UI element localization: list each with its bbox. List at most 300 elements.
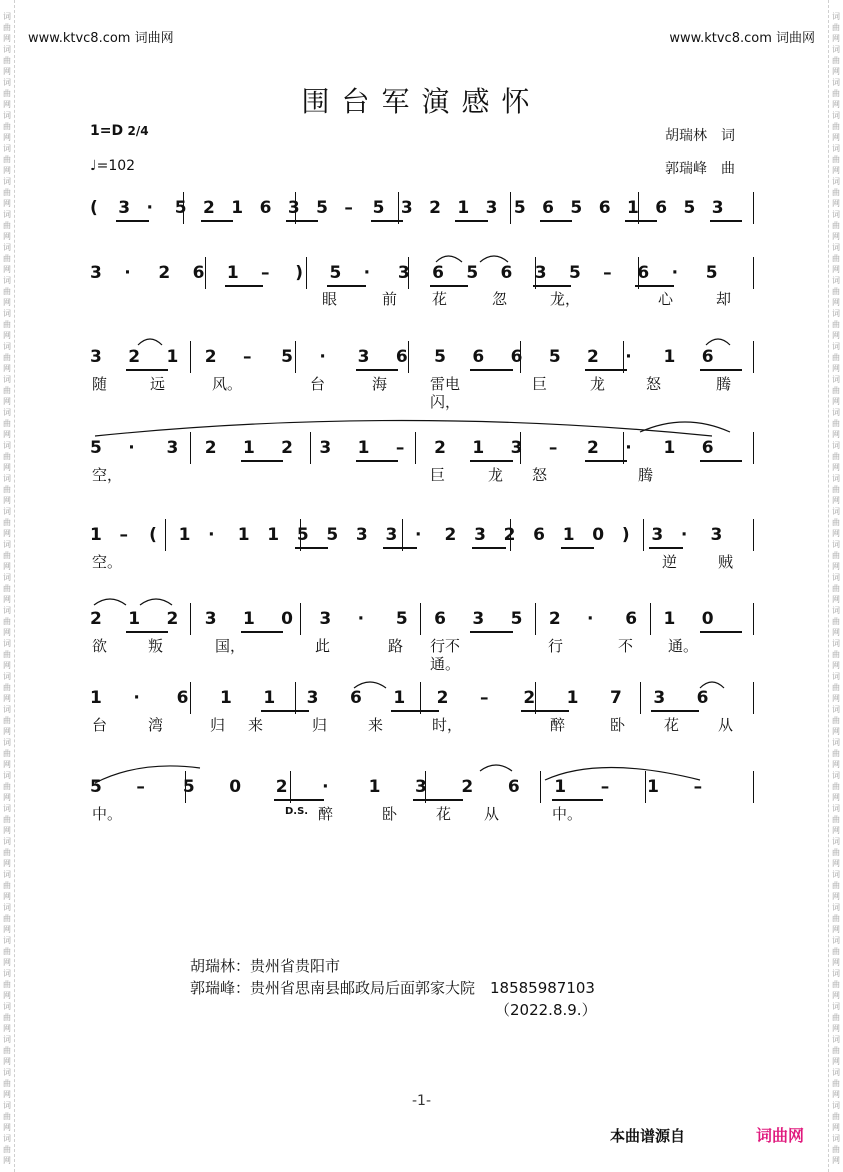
side-watermark-char: 词 xyxy=(832,309,840,318)
score-note: 1 xyxy=(663,347,676,367)
score-note: · xyxy=(322,777,329,797)
lyric-syllable: 欲 xyxy=(92,637,108,655)
lyric-syllable: 空， xyxy=(92,466,123,484)
score-note: 5 xyxy=(296,525,309,545)
score-note: 6 xyxy=(176,688,189,708)
key-signature: 1=D 2/4 xyxy=(90,123,149,139)
score-note: 2 xyxy=(158,263,171,283)
score-note: 5 xyxy=(90,777,102,797)
side-watermark-char: 网 xyxy=(832,694,840,703)
side-watermark-char: 曲 xyxy=(3,518,11,527)
source-label: 本曲谱源自 xyxy=(610,1127,686,1145)
side-watermark-char: 曲 xyxy=(3,320,11,329)
side-watermark-char: 词 xyxy=(3,276,11,285)
score-note: 0 xyxy=(281,609,294,629)
score-note: 6 xyxy=(472,347,485,367)
side-watermark-char: 词 xyxy=(3,573,11,582)
side-watermark-char: 网 xyxy=(3,463,11,472)
side-watermark-char: 网 xyxy=(3,1057,11,1066)
side-watermark-char: 曲 xyxy=(832,1013,840,1022)
score-note: 3 xyxy=(534,263,547,283)
side-watermark-char: 词 xyxy=(832,144,840,153)
score-note: 6 xyxy=(696,688,709,708)
side-watermark-char: 曲 xyxy=(832,815,840,824)
score-note: ( xyxy=(90,198,98,218)
score-note: 5 xyxy=(705,263,718,283)
tempo-mark: ♩=102 xyxy=(90,158,136,174)
side-watermark-char: 词 xyxy=(3,342,11,351)
time-signature: 2/4 xyxy=(127,124,149,138)
side-watermark-char: 曲 xyxy=(832,683,840,692)
score-note: 6 xyxy=(701,438,714,458)
site-watermark-right[interactable]: www.ktvc8.com 词曲网 xyxy=(669,31,815,46)
score-note: 5 xyxy=(90,438,102,458)
side-watermark-char: 词 xyxy=(832,903,840,912)
score-note: 1 xyxy=(647,777,659,797)
side-watermark-char: 曲 xyxy=(3,89,11,98)
side-watermark-char: 词 xyxy=(832,111,840,120)
side-watermark-char: 词 xyxy=(3,441,11,450)
score-note: 5 xyxy=(568,263,581,283)
side-watermark-char: 词 xyxy=(3,771,11,780)
side-watermark-char: 网 xyxy=(3,265,11,274)
lyric-syllable: 国， xyxy=(215,637,246,655)
score-note: · xyxy=(363,263,371,283)
score-note: 2 xyxy=(436,688,449,708)
side-watermark-char: 词 xyxy=(3,45,11,54)
side-watermark-char: 曲 xyxy=(832,1079,840,1088)
side-watermark-char: 词 xyxy=(832,1134,840,1143)
side-watermark-char: 曲 xyxy=(832,23,840,32)
side-watermark-char: 网 xyxy=(832,1057,840,1066)
lyric-syllable: 怒 xyxy=(646,375,662,393)
score-note: 6 xyxy=(533,525,546,545)
score-note: 2 xyxy=(128,347,141,367)
score-note: 2 xyxy=(204,438,217,458)
score-note: ) xyxy=(295,263,304,283)
lyric-syllable: 醉 xyxy=(318,805,334,823)
side-watermark-char: 词 xyxy=(3,672,11,681)
side-watermark-char: 曲 xyxy=(832,584,840,593)
side-watermark-char: 网 xyxy=(3,1090,11,1099)
side-watermark-char: 词 xyxy=(3,1101,11,1110)
side-watermark-char: 网 xyxy=(3,991,11,1000)
score-note: 1 xyxy=(357,438,370,458)
side-watermark-char: 网 xyxy=(832,34,840,43)
side-watermark-char: 曲 xyxy=(3,782,11,791)
lyric-syllable: 台 xyxy=(92,716,108,734)
side-watermark-char: 词 xyxy=(3,1134,11,1143)
side-watermark-char: 曲 xyxy=(3,188,11,197)
side-watermark-char: 网 xyxy=(3,727,11,736)
side-watermark-char: 曲 xyxy=(3,584,11,593)
score-note: 3 xyxy=(651,525,664,545)
side-watermark-char: 网 xyxy=(3,397,11,406)
side-watermark-char: 词 xyxy=(832,738,840,747)
composer-credit: 郭瑞峰 曲 xyxy=(665,161,735,177)
score-note: 3 xyxy=(319,609,332,629)
side-watermark-char: 网 xyxy=(832,496,840,505)
side-watermark-char: 词 xyxy=(832,1002,840,1011)
side-watermark-char: 曲 xyxy=(832,749,840,758)
lyric-syllable: 中。 xyxy=(92,805,123,823)
lyric-syllable: 中。 xyxy=(552,805,583,823)
lyric-syllable: 时， xyxy=(432,716,463,734)
score-note: 1 xyxy=(562,525,575,545)
score-note: 1 xyxy=(242,609,255,629)
score-note: 1 xyxy=(90,688,102,708)
score-note: 5 xyxy=(513,198,526,218)
lyricist-credit: 胡瑞林 词 xyxy=(665,128,735,144)
side-watermark-char: 词 xyxy=(3,144,11,153)
lyric-syllable: 行不通。 xyxy=(430,637,461,673)
score-note: 6 xyxy=(625,609,638,629)
page-number: -1- xyxy=(411,1093,431,1109)
score-note: 0 xyxy=(229,777,242,797)
lyric-syllable: 龙， xyxy=(550,290,581,308)
lyric-syllable: 来 xyxy=(248,716,264,734)
score-note: – xyxy=(693,777,703,797)
side-watermark-char: 词 xyxy=(3,705,11,714)
side-watermark-char: 曲 xyxy=(832,287,840,296)
score-note: 6 xyxy=(259,198,272,218)
lyric-syllable: 心 xyxy=(658,290,674,308)
lyric-syllable: 路 xyxy=(388,637,404,655)
side-watermark-char: 曲 xyxy=(3,749,11,758)
side-watermark-char: 曲 xyxy=(832,518,840,527)
side-watermark-char: 网 xyxy=(3,892,11,901)
score-note: 3 xyxy=(510,438,523,458)
score-note: – xyxy=(242,347,252,367)
score-note: 1 xyxy=(393,688,406,708)
score-note: 1 xyxy=(472,438,485,458)
lyric-syllable: 腾 xyxy=(716,375,732,393)
lyric-syllable: 花 xyxy=(436,805,452,823)
side-watermark-char: 曲 xyxy=(832,551,840,560)
score-note: 0 xyxy=(701,609,714,629)
side-watermark-char: 曲 xyxy=(3,353,11,362)
score-note: 2 xyxy=(166,609,179,629)
side-watermark-char: 词 xyxy=(832,210,840,219)
score-note: 6 xyxy=(701,347,714,367)
score-note: · xyxy=(415,525,422,545)
score-note: · xyxy=(128,438,135,458)
score-note: 2 xyxy=(587,347,599,367)
side-watermark-char: 曲 xyxy=(3,287,11,296)
side-watermark-char: 曲 xyxy=(832,122,840,131)
lyric-syllable: 前 xyxy=(382,290,398,308)
side-watermark-char: 网 xyxy=(832,232,840,241)
side-watermark-char: 网 xyxy=(832,925,840,934)
side-watermark-char: 词 xyxy=(3,936,11,945)
lyric-syllable: 叛 xyxy=(148,637,164,655)
side-watermark-char: 词 xyxy=(832,837,840,846)
side-watermark-char: 曲 xyxy=(832,947,840,956)
lyric-syllable: 通。 xyxy=(668,637,699,655)
side-watermark-char: 曲 xyxy=(3,122,11,131)
side-watermark-char: 词 xyxy=(3,1035,11,1044)
score-note: 3 xyxy=(711,198,724,218)
side-watermark-char: 网 xyxy=(3,496,11,505)
score-note: 5 xyxy=(372,198,385,218)
side-watermark-char: 网 xyxy=(832,463,840,472)
score-note: 1 xyxy=(226,263,239,283)
score-note: 1 xyxy=(178,525,191,545)
side-watermark-char: 网 xyxy=(832,859,840,868)
score-note: 3 xyxy=(118,198,131,218)
side-watermark-char: 网 xyxy=(832,628,840,637)
lyric-syllable: 逆 xyxy=(662,553,678,571)
lyric-syllable: 却 xyxy=(716,290,732,308)
footer-address-1: 胡瑞林：贵州省贵阳市 xyxy=(190,957,341,975)
side-watermark-char: 网 xyxy=(3,331,11,340)
score-note: – xyxy=(261,263,270,283)
side-watermark-char: 曲 xyxy=(3,617,11,626)
score-note: 1 xyxy=(267,525,280,545)
side-watermark-char: 词 xyxy=(3,111,11,120)
score-note: – xyxy=(119,525,129,545)
lyric-syllable: 花 xyxy=(664,716,680,734)
side-watermark-char: 曲 xyxy=(832,1145,840,1154)
side-watermark-char: 曲 xyxy=(3,980,11,989)
side-watermark-char: 曲 xyxy=(832,89,840,98)
score-note: 2 xyxy=(444,525,457,545)
side-watermark-char: 曲 xyxy=(3,1112,11,1121)
side-watermark-char: 网 xyxy=(832,595,840,604)
lyric-syllable: 巨 xyxy=(532,375,548,393)
footer-address-2: 郭瑞峰：贵州省思南县邮政局后面郭家大院 18585987103 xyxy=(190,979,595,997)
side-watermark-char: 词 xyxy=(3,606,11,615)
side-watermark-char: 网 xyxy=(3,34,11,43)
score-note: 6 xyxy=(655,198,668,218)
score-note: 6 xyxy=(637,263,650,283)
side-watermark-char: 网 xyxy=(3,1024,11,1033)
lyric-syllable: 行 xyxy=(548,637,564,655)
side-watermark-char: 词 xyxy=(3,474,11,483)
side-watermark-char: 词 xyxy=(832,870,840,879)
side-watermark-char: 词 xyxy=(3,1002,11,1011)
side-watermark-char: 词 xyxy=(3,408,11,417)
side-watermark-char: 曲 xyxy=(3,551,11,560)
side-watermark-char: 网 xyxy=(832,331,840,340)
score-note: 0 xyxy=(592,525,605,545)
score-note: 2 xyxy=(204,347,217,367)
side-watermark-char: 网 xyxy=(832,727,840,736)
side-watermark-char: 网 xyxy=(832,661,840,670)
side-watermark-char: 曲 xyxy=(3,1046,11,1055)
lyric-syllable: 巨 xyxy=(430,466,446,484)
side-watermark-char: 网 xyxy=(3,793,11,802)
side-watermark-char: 曲 xyxy=(832,980,840,989)
score-note: ( xyxy=(149,525,157,545)
side-watermark-char: 网 xyxy=(832,265,840,274)
side-watermark-char: 网 xyxy=(3,760,11,769)
side-watermark-char: 网 xyxy=(3,925,11,934)
side-watermark-char: 曲 xyxy=(3,716,11,725)
score-note: 5 xyxy=(466,263,479,283)
side-watermark-char: 网 xyxy=(832,793,840,802)
lyric-syllable: 从 xyxy=(718,716,734,734)
lyric-syllable: D.S. xyxy=(285,806,309,817)
lyric-syllable: 龙 xyxy=(488,466,504,484)
lyric-syllable: 空。 xyxy=(92,553,123,571)
lyric-syllable: 台 xyxy=(310,375,326,393)
side-watermark-char: 曲 xyxy=(3,914,11,923)
side-watermark-char: 曲 xyxy=(3,221,11,230)
lyric-syllable: 卧 xyxy=(610,716,626,734)
side-watermark-char: 词 xyxy=(832,507,840,516)
score-note: 1 xyxy=(368,777,381,797)
side-watermark-char: 词 xyxy=(3,804,11,813)
side-watermark-char: 网 xyxy=(3,859,11,868)
side-watermark-char: 曲 xyxy=(832,1112,840,1121)
score-note: 1 xyxy=(237,525,250,545)
side-watermark-char: 词 xyxy=(832,243,840,252)
side-watermark-char: 词 xyxy=(832,672,840,681)
side-watermark-char: 词 xyxy=(832,78,840,87)
score-note: 3 xyxy=(400,198,413,218)
side-watermark-char: 网 xyxy=(3,133,11,142)
side-watermark-char: 词 xyxy=(3,12,11,21)
footer-date: （2022.8.9.） xyxy=(495,1001,597,1019)
side-watermark-char: 词 xyxy=(3,177,11,186)
score-note: 1 xyxy=(242,438,255,458)
score-note: · xyxy=(208,525,215,545)
score-note: – xyxy=(548,438,558,458)
score-note: 5 xyxy=(316,198,328,218)
side-watermark-char: 网 xyxy=(3,199,11,208)
score-note: · xyxy=(133,688,140,708)
side-watermark-char: 网 xyxy=(832,958,840,967)
side-watermark-char: 曲 xyxy=(3,1145,11,1154)
lyric-syllable: 归 xyxy=(210,716,226,734)
side-watermark-char: 词 xyxy=(832,441,840,450)
score-note: 6 xyxy=(434,609,446,629)
score-note: 1 xyxy=(566,688,579,708)
score-note: 1 xyxy=(231,198,244,218)
score-note: 5 xyxy=(326,525,339,545)
side-watermark-char: 词 xyxy=(3,375,11,384)
side-watermark-char: 词 xyxy=(832,573,840,582)
score-note: 3 xyxy=(710,525,723,545)
side-watermark-char: 网 xyxy=(3,364,11,373)
score-note: 3 xyxy=(415,777,427,797)
score-note: 2 xyxy=(503,525,516,545)
side-watermark-char: 网 xyxy=(832,166,840,175)
score-note: 3 xyxy=(204,609,217,629)
side-watermark-char: 曲 xyxy=(3,452,11,461)
side-watermark-char: 词 xyxy=(832,639,840,648)
side-watermark-char: 网 xyxy=(3,562,11,571)
side-watermark-char: 词 xyxy=(832,1101,840,1110)
side-watermark-char: 词 xyxy=(3,738,11,747)
side-watermark-char: 网 xyxy=(832,1090,840,1099)
side-watermark-char: 词 xyxy=(832,1068,840,1077)
score-note: 3 xyxy=(385,525,398,545)
side-watermark-char: 网 xyxy=(3,826,11,835)
side-watermark-char: 网 xyxy=(832,529,840,538)
score-note: 2 xyxy=(523,688,536,708)
score-note: 3 xyxy=(357,347,370,367)
side-watermark-char: 曲 xyxy=(832,650,840,659)
score-note: 2 xyxy=(275,777,288,797)
side-watermark-char: 网 xyxy=(832,133,840,142)
lyric-syllable: 花 xyxy=(432,290,448,308)
side-watermark-char: 词 xyxy=(3,837,11,846)
side-watermark-char: 曲 xyxy=(3,56,11,65)
score-note: 2 xyxy=(281,438,294,458)
side-watermark-char: 曲 xyxy=(3,1013,11,1022)
score-note: · xyxy=(357,609,365,629)
side-watermark-char: 网 xyxy=(832,298,840,307)
side-watermark-char: 词 xyxy=(3,1068,11,1077)
side-watermark-char: 曲 xyxy=(3,815,11,824)
source-brand-link[interactable]: 词曲网 xyxy=(756,1126,805,1145)
side-watermark-char: 曲 xyxy=(3,881,11,890)
score-note: 3 xyxy=(485,198,498,218)
side-watermark-char: 曲 xyxy=(832,254,840,263)
score-note: · xyxy=(625,347,632,367)
side-watermark-char: 词 xyxy=(832,375,840,384)
score-note: 1 xyxy=(663,609,676,629)
lyric-syllable: 怒 xyxy=(532,466,548,484)
score-note: 5 xyxy=(281,347,294,367)
side-watermark-char: 词 xyxy=(832,342,840,351)
lyric-syllable: 不 xyxy=(618,637,634,655)
score-note: 2 xyxy=(434,438,446,458)
score-note: – xyxy=(395,438,405,458)
side-watermark-char: 曲 xyxy=(3,155,11,164)
score-note: 1 xyxy=(554,777,567,797)
score-note: · xyxy=(146,198,153,218)
side-watermark-char: 网 xyxy=(832,100,840,109)
lyric-syllable: 从 xyxy=(484,805,500,823)
side-watermark-char: 曲 xyxy=(832,188,840,197)
side-watermark-char: 词 xyxy=(832,540,840,549)
score-note: · xyxy=(671,263,679,283)
score-note: 6 xyxy=(395,347,408,367)
site-watermark-left[interactable]: www.ktvc8.com 词曲网 xyxy=(28,31,174,46)
score-note: 2 xyxy=(587,438,599,458)
score-note: 3 xyxy=(306,688,319,708)
side-watermark-char: 网 xyxy=(832,826,840,835)
side-watermark-char: 曲 xyxy=(3,254,11,263)
score-note: ) xyxy=(621,525,630,545)
lyric-syllable: 雷电闪， xyxy=(430,375,461,411)
score-note: 1 xyxy=(220,688,232,708)
score-note: 2 xyxy=(90,609,102,629)
score-note: 3 xyxy=(474,525,486,545)
score-note: · xyxy=(625,438,632,458)
side-watermark-char: 曲 xyxy=(832,485,840,494)
lyric-syllable: 卧 xyxy=(382,805,398,823)
side-watermark-char: 曲 xyxy=(832,881,840,890)
score-note: 3 xyxy=(355,525,368,545)
side-watermark-char: 网 xyxy=(832,430,840,439)
lyric-syllable: 贼 xyxy=(718,553,734,571)
score-note: – xyxy=(600,777,610,797)
side-watermark-char: 网 xyxy=(832,199,840,208)
side-watermark-char: 网 xyxy=(832,1024,840,1033)
side-watermark-char: 网 xyxy=(3,628,11,637)
score-note: 3 xyxy=(653,688,666,708)
lyric-syllable: 湾 xyxy=(148,716,164,734)
side-watermark-char: 曲 xyxy=(3,386,11,395)
score-note: · xyxy=(319,347,326,367)
side-watermark-char: 曲 xyxy=(832,1046,840,1055)
side-watermark-char: 词 xyxy=(3,507,11,516)
side-watermark-char: 曲 xyxy=(3,419,11,428)
